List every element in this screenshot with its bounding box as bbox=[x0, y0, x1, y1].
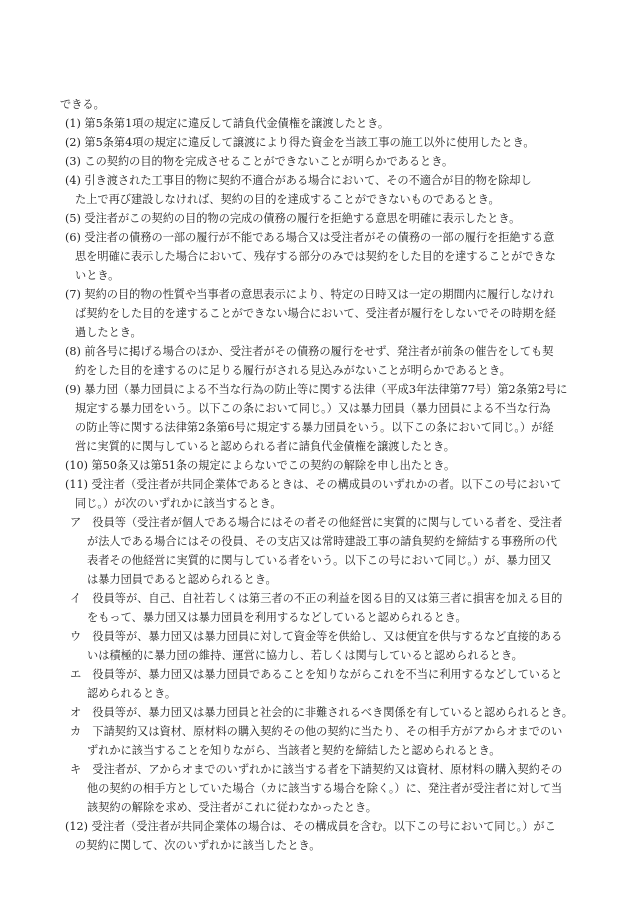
subitem-line: イ 役員等が、自己、自社若しくは第三者の不正の利益を図る目的又は第三者に損害を加える目的 bbox=[70, 592, 563, 605]
item-5 bbox=[0, 209, 630, 228]
item-6 bbox=[0, 228, 630, 285]
subitem-line: は暴力団員であると認められるとき。 bbox=[87, 573, 277, 586]
item-line: の契約に関して、次のいずれかに該当したとき。 bbox=[75, 839, 321, 852]
subitem-line: オ 役員等が、暴力団又は暴力団員と社会的に非難されるべき関係を有していると認められるとき。 bbox=[70, 706, 573, 719]
item-line: の防止等に関する法律第2条第6号に規定する暴力団員をいう。以下この条において同じ。）が経 bbox=[75, 421, 554, 434]
subitem-o bbox=[0, 703, 630, 722]
item-line: 約をした目的を達するのに足りる履行がされる見込みがないことが明らかであるとき。 bbox=[75, 364, 511, 377]
subitem-a bbox=[0, 513, 630, 589]
document-text bbox=[0, 95, 630, 855]
item-line: 規定する暴力団をいう。以下この条において同じ。）又は暴力団員（暴力団員による不当な行為 bbox=[75, 402, 551, 415]
item-7 bbox=[0, 285, 630, 342]
item-4 bbox=[0, 171, 630, 209]
subitem-line: 他の契約の相手方としていた場合（カに該当する場合を除く。）に、発注者が受注者に対して当 bbox=[87, 782, 563, 795]
item-12 bbox=[0, 817, 630, 855]
subitem-i bbox=[0, 589, 630, 627]
item-line: (6) 受注者の債務の一部の履行が不能である場合又は受注者がその債務の一部の履行を拒絶する意 bbox=[65, 231, 555, 244]
item-line: (5) 受注者がこの契約の目的物の完成の債務の履行を拒絶する意思を明確に表示したとき。 bbox=[65, 212, 521, 225]
item-9 bbox=[0, 380, 630, 456]
item-line: 同じ。）が次のいずれかに該当するとき。 bbox=[75, 497, 282, 510]
subitem-line: エ 役員等が、暴力団又は暴力団員であることを知りながらこれを不当に利用するなどしていると bbox=[70, 668, 563, 681]
item-line: (9) 暴力団（暴力団員による不当な行為の防止等に関する法律（平成3年法律第77号）第2条第2号に bbox=[65, 383, 568, 396]
item-line: (1) 第5条第1項の規定に違反して請負代金債権を譲渡したとき。 bbox=[65, 117, 390, 130]
item-10 bbox=[0, 456, 630, 475]
lead-text: できる。 bbox=[60, 98, 105, 111]
subitem-u bbox=[0, 627, 630, 665]
subitem-line: 表者その他経営に実質的に関与している者をいう。以下この号において同じ。）が、暴力団又 bbox=[87, 554, 552, 567]
subitem-ki bbox=[0, 760, 630, 817]
subitem-e bbox=[0, 665, 630, 703]
subitem-ka bbox=[0, 722, 630, 760]
item-line: 思を明確に表示した場合において、残存する部分のみでは契約をした目的を達することができな bbox=[75, 250, 556, 263]
item-line: 営に実質的に関与していると認められる者に請負代金債権を譲渡したとき。 bbox=[75, 440, 455, 453]
item-line: (3) この契約の目的物を完成させることができないことが明らかであるとき。 bbox=[65, 155, 454, 168]
subitem-line: 認められるとき。 bbox=[87, 687, 177, 700]
subitem-line: ウ 役員等が、暴力団又は暴力団員に対して資金等を供給し、又は便宜を供与するなど直接的ある bbox=[70, 630, 563, 643]
item-line: 過したとき。 bbox=[75, 326, 142, 339]
item-line: (7) 契約の目的物の性質や当事者の意思表示により、特定の日時又は一定の期間内に履行しなけれ bbox=[65, 288, 555, 301]
item-11 bbox=[0, 475, 630, 513]
item-line: (8) 前各号に掲げる場合のほか、受注者がその債務の履行をせず、発注者が前条の催告をしても契 bbox=[65, 345, 554, 358]
item-line: (10) 第50条又は第51条の規定によらないでこの契約の解除を申し出たとき。 bbox=[65, 459, 456, 472]
item-8 bbox=[0, 342, 630, 380]
item-line: ば契約をした目的を達することができない場合において、受注者が履行をしないでその時期を経 bbox=[75, 307, 556, 320]
subitem-line: カ 下請契約又は資材、原材料の購入契約その他の契約に当たり、その相手方がアからオまでのい bbox=[70, 725, 563, 738]
item-line: た上で再び建設しなければ、契約の目的を達成することができないものであるとき。 bbox=[75, 193, 500, 206]
item-line: (12) 受注者（受注者が共同企業体の場合は、その構成員を含む。以下この号において同じ。）がこ bbox=[65, 820, 556, 833]
item-line: いとき。 bbox=[75, 269, 120, 282]
subitem-line: キ 受注者が、アからオまでのいずれかに該当する者を下請契約又は資材、原材料の購入契約その bbox=[70, 763, 563, 776]
subitem-line: ずれかに該当することを知りながら、当該者と契約を締結したと認められるとき。 bbox=[87, 744, 501, 757]
item-2 bbox=[0, 133, 630, 152]
subitem-line: が法人である場合にはその役員、その支店又は常時建設工事の請負契約を締結する事務所の代 bbox=[87, 535, 557, 548]
subitem-line: ア 役員等（受注者が個人である場合にはその者その他経営に実質的に関与している者を、受注者 bbox=[70, 516, 563, 529]
item-line: (11) 受注者（受注者が共同企業体であるときは、その構成員のいずれかの者。以下この号において bbox=[65, 478, 562, 491]
subitem-line: をもって、暴力団又は暴力団員を利用するなどしていると認められるとき。 bbox=[87, 611, 467, 624]
item-3 bbox=[0, 152, 630, 171]
item-line: (4) 引き渡された工事目的物に契約不適合がある場合において、その不適合が目的物を除却し bbox=[65, 174, 532, 187]
item-line: (2) 第5条第4項の規定に違反して譲渡により得た資金を当該工事の施工以外に使用したとき。 bbox=[65, 136, 535, 149]
subitem-line: いは積極的に暴力団の維持、運営に協力し、若しくは関与していると認められるとき。 bbox=[87, 649, 523, 662]
subitem-line: 該契約の解除を求め、受注者がこれに従わなかったとき。 bbox=[87, 801, 377, 814]
item-1 bbox=[0, 114, 630, 133]
